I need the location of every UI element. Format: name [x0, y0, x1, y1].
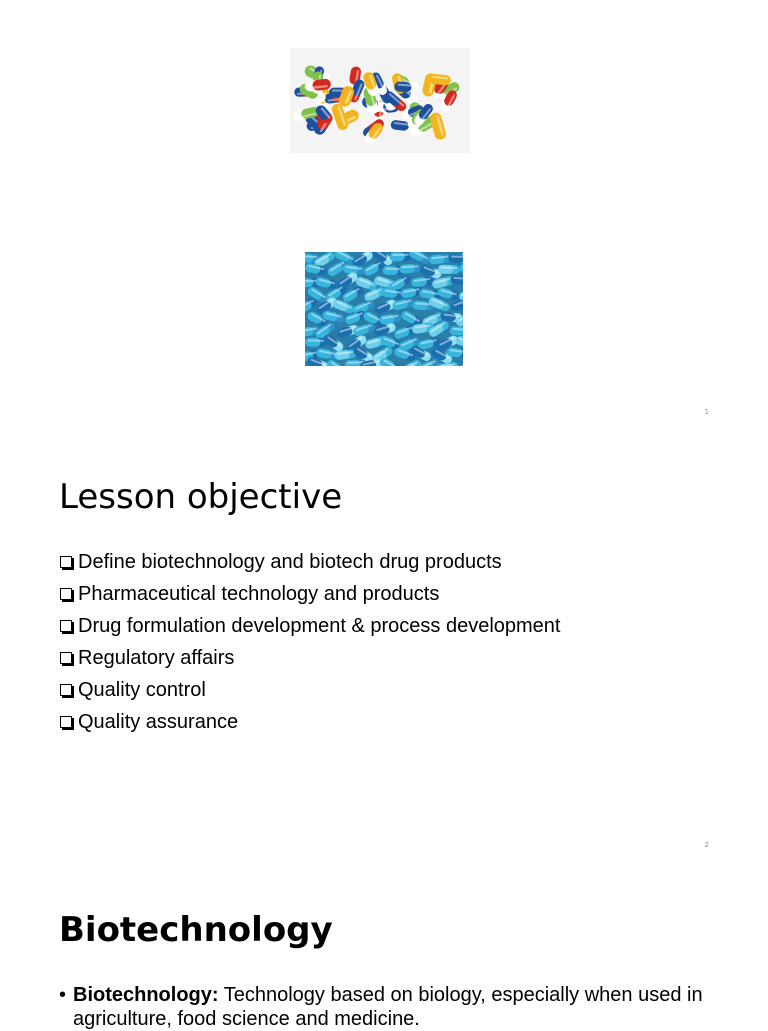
list-item: Quality assurance: [59, 706, 560, 738]
bullet-term: Biotechnology:: [73, 984, 219, 1006]
list-item: Pharmaceutical technology and products: [59, 578, 560, 610]
list-item: Quality control: [59, 674, 560, 706]
bullet-definition: Technology based on biology, especially when used in agriculture, food science and medicine.: [73, 984, 703, 1030]
slide-number: 2: [705, 841, 709, 849]
slide-title: Biotechnology: [59, 908, 333, 952]
list-item: Drug formulation development & process development: [59, 610, 560, 642]
slide-title: Lesson objective: [59, 476, 342, 518]
slide-number: 1: [705, 408, 709, 416]
list-item: Regulatory affairs: [59, 642, 560, 674]
bullet-dot-icon: •: [59, 983, 73, 1031]
list-item: Define biotechnology and biotech drug products: [59, 546, 560, 578]
